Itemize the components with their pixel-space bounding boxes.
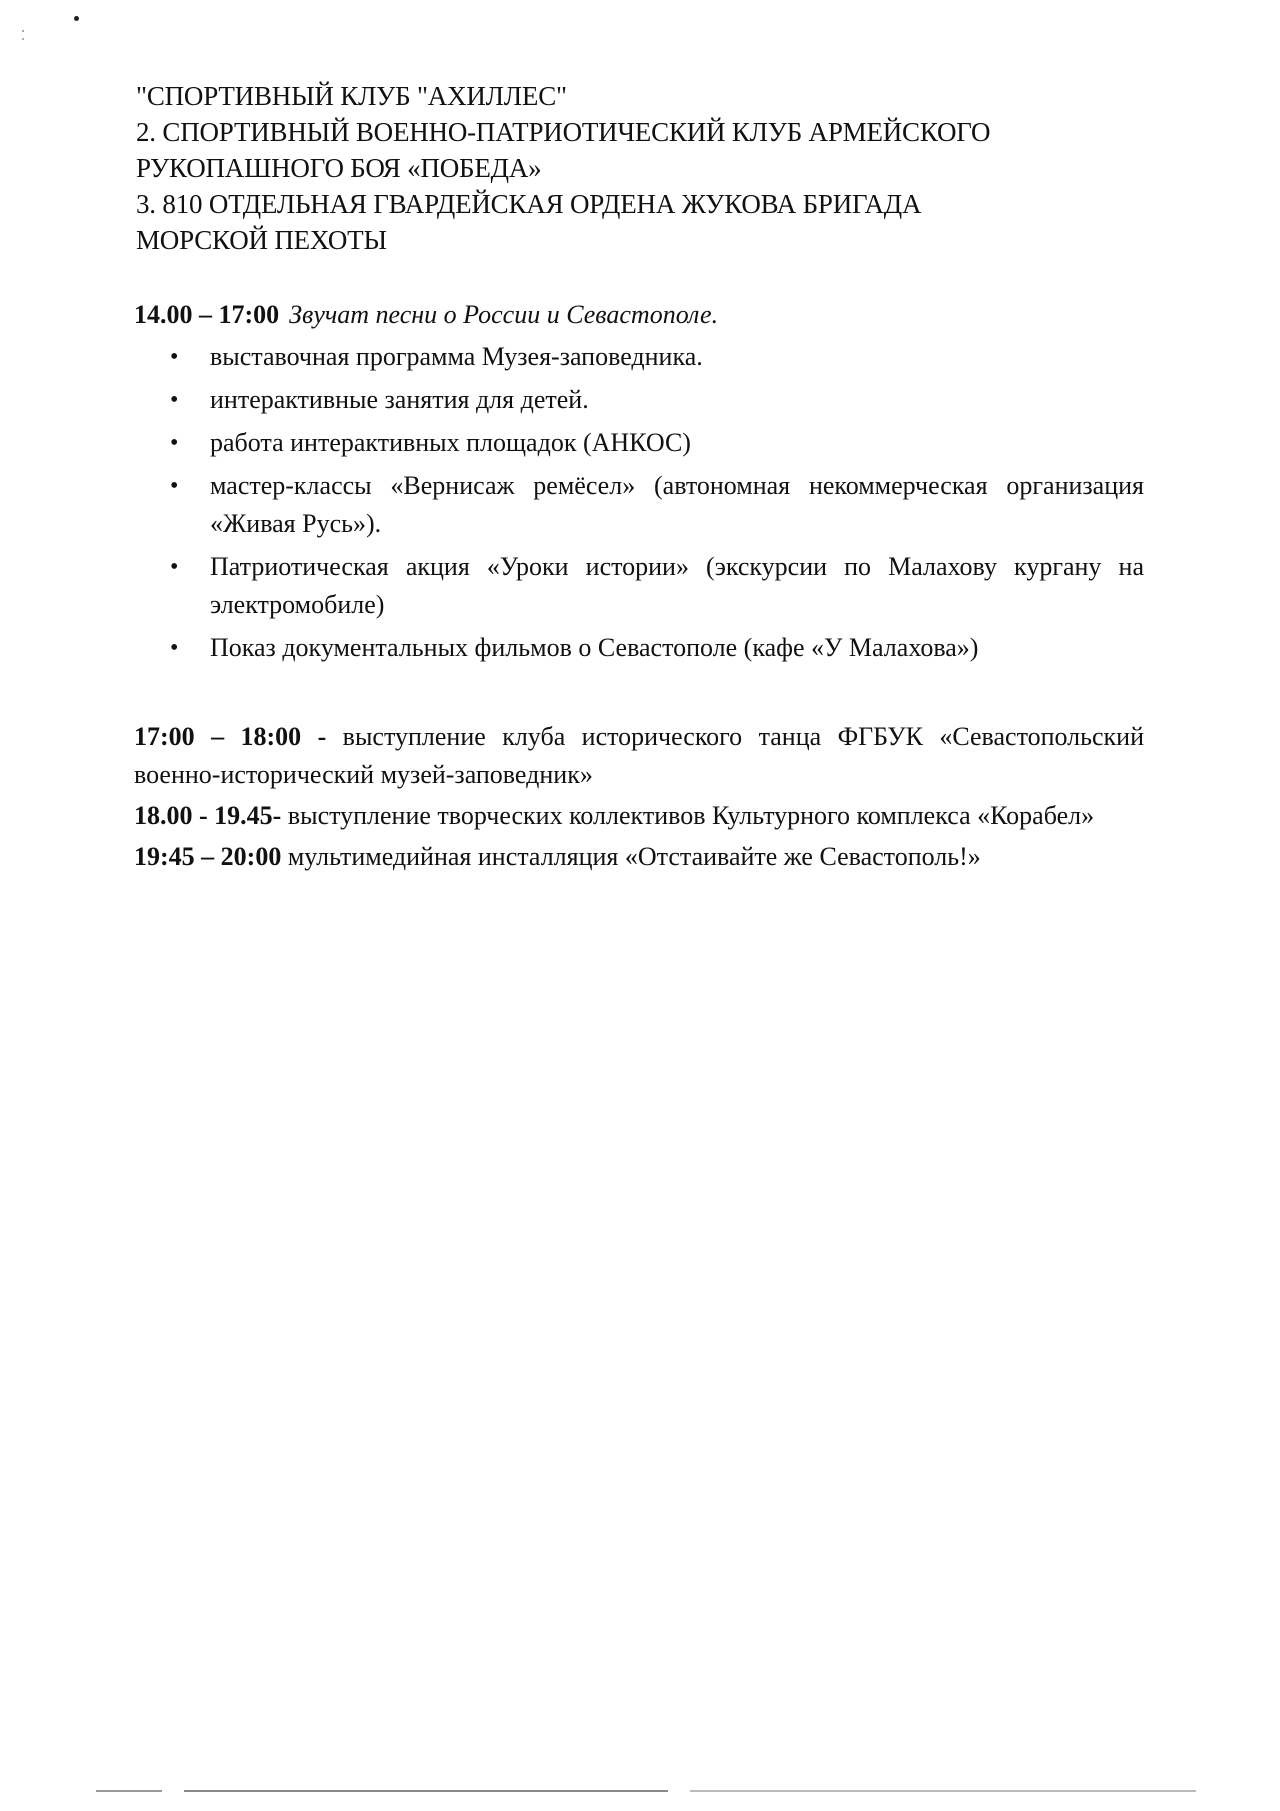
org-line: 2. СПОРТИВНЫЙ ВОЕННО-ПАТРИОТИЧЕСКИЙ КЛУБ АРМЕЙСКОГО (136, 117, 991, 147)
session-time: 14.00 – 17:00 (134, 300, 280, 329)
evening-schedule (134, 718, 1144, 879)
scan-speck (22, 30, 24, 32)
list-item-text: работа интерактивных площадок (АНКОС) (210, 428, 691, 457)
bullet-icon: • (170, 430, 179, 456)
schedule-entry (134, 718, 1144, 794)
scan-speck (22, 38, 24, 40)
list-item-text: Патриотическая акция «Уроки истории» (экскурсии по Малахову кургану на электромобиле) (210, 552, 1144, 619)
scan-edge-line (96, 1790, 1196, 1792)
schedule-time: 18.00 - 19.45- (134, 801, 282, 830)
schedule-entry (134, 797, 1144, 835)
session-block (134, 296, 1144, 672)
schedule-text: выступление клуба исторического танца ФГБУК «Севастопольский военно-исторический музей-заповедник» (134, 722, 1144, 789)
session-title: Звучат песни о России и Севастополе. (289, 300, 719, 329)
list-item-text: интерактивные занятия для детей. (210, 385, 589, 414)
session-items (134, 338, 1144, 667)
list-item-text: выставочная программа Музея-заповедника. (210, 342, 703, 371)
scan-speck (74, 16, 79, 21)
schedule-time: 19:45 – 20:00 (134, 842, 282, 871)
session-header (134, 296, 1144, 334)
org-line: "СПОРТИВНЫЙ КЛУБ "АХИЛЛЕС" (136, 81, 567, 111)
bullet-icon: • (170, 473, 179, 499)
list-item (170, 548, 1144, 624)
schedule-entry (134, 838, 1144, 876)
org-line: МОРСКОЙ ПЕХОТЫ (136, 225, 387, 255)
org-line: РУКОПАШНОГО БОЯ «ПОБЕДА» (136, 153, 542, 183)
bullet-icon: • (170, 344, 179, 370)
list-item (170, 338, 1144, 376)
list-item (170, 467, 1144, 543)
schedule-text: выступление творческих коллективов Культурного комплекса «Корабел» (287, 801, 1095, 830)
organizations-list (136, 78, 1136, 258)
schedule-text: мультимедийная инсталляция «Отстаивайте же Севастополь!» (287, 842, 981, 871)
list-item-text: Показ документальных фильмов о Севастополе (кафе «У Малахова») (210, 633, 979, 662)
bullet-icon: • (170, 387, 179, 413)
schedule-time: 17:00 – 18:00 - (134, 722, 327, 751)
list-item-text: мастер-классы «Вернисаж ремёсел» (автономная некоммерческая организация «Живая Русь»). (210, 471, 1144, 538)
list-item (170, 629, 1144, 667)
list-item (170, 381, 1144, 419)
org-line: 3. 810 ОТДЕЛЬНАЯ ГВАРДЕЙСКАЯ ОРДЕНА ЖУКОВА БРИГАДА (136, 189, 922, 219)
bullet-icon: • (170, 635, 179, 661)
bullet-icon: • (170, 554, 179, 580)
list-item (170, 424, 1144, 462)
